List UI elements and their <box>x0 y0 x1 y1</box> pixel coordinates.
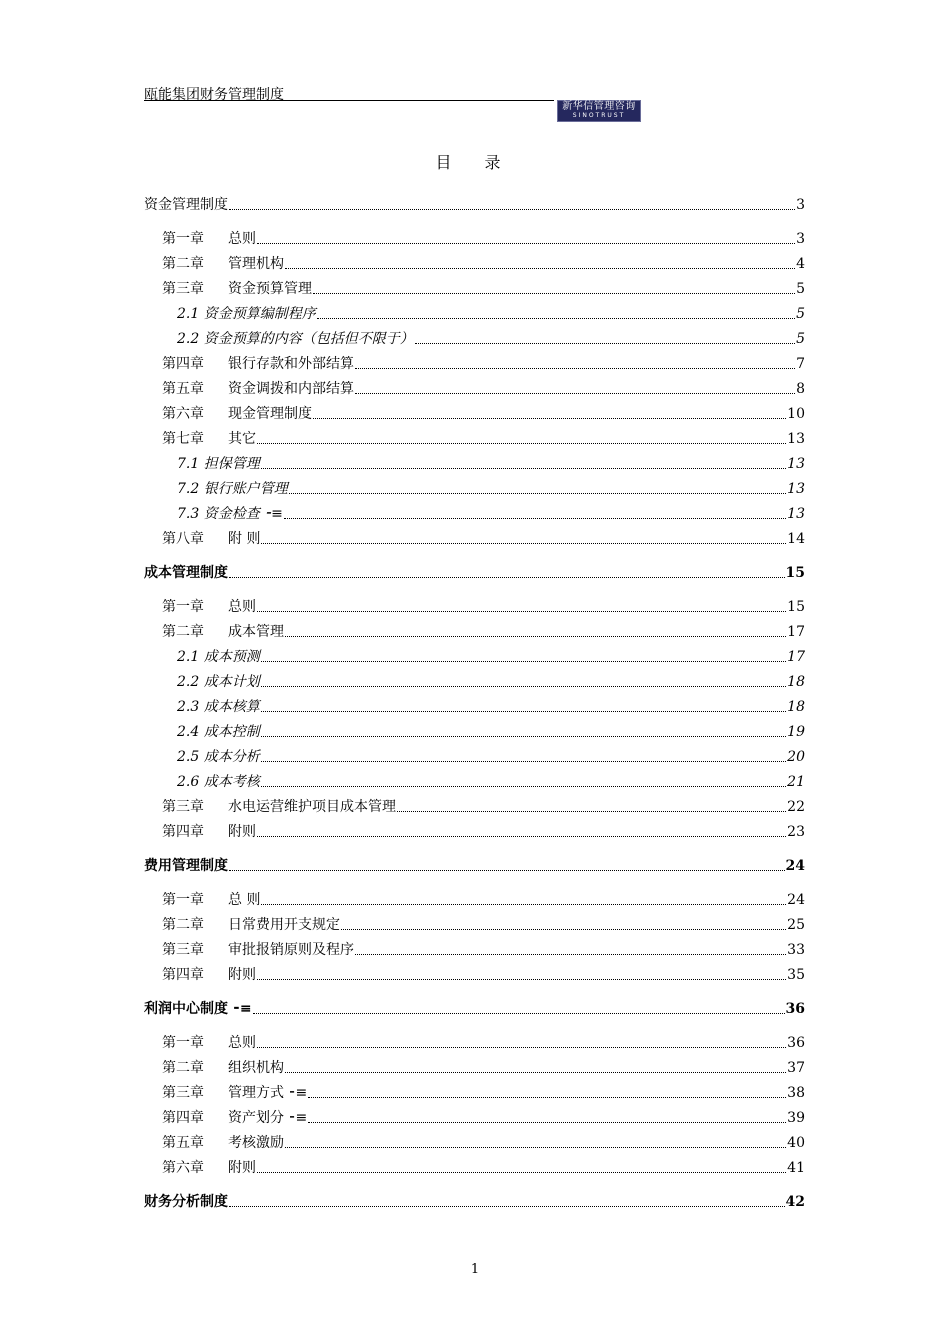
toc-entry-text: 资金预算管理 <box>228 281 312 297</box>
dot-leader <box>229 1206 785 1207</box>
toc-page-number: 21 <box>787 774 805 790</box>
toc-entry-text: 财务分析制度 <box>144 1194 228 1210</box>
toc-page-number: 37 <box>787 1060 805 1076</box>
toc-entry[interactable] <box>177 646 805 666</box>
dot-leader <box>261 736 786 737</box>
dot-leader <box>253 1013 785 1014</box>
dot-leader <box>285 1072 786 1073</box>
toc-chapter-number: 第四章 <box>162 356 204 372</box>
toc-entry-label <box>162 280 312 298</box>
toc-page-number: 15 <box>785 565 805 581</box>
toc-entry-text: 成本管理 <box>228 624 284 640</box>
toc-page-number: 17 <box>787 649 805 665</box>
toc-entry-text: 总则 <box>228 599 256 615</box>
toc-entry-text: 资产划分 ⁃≡ <box>228 1110 308 1126</box>
toc-chapter-number: 第三章 <box>162 799 204 815</box>
toc-entry-text: 管理方式 ⁃≡ <box>228 1085 308 1101</box>
dot-leader <box>415 343 795 344</box>
logo-text-cn: 新华信管理咨询 <box>562 101 636 112</box>
toc-entry[interactable] <box>144 998 805 1018</box>
toc-chapter-number: 第六章 <box>162 406 204 422</box>
toc-chapter-number: 第三章 <box>162 281 204 297</box>
toc-entry-label <box>162 598 256 616</box>
toc-chapter-number: 第一章 <box>162 231 204 247</box>
toc-entry-label <box>162 230 256 248</box>
toc-page-number: 3 <box>796 231 805 247</box>
dot-leader <box>261 543 786 544</box>
toc-entry-label <box>144 196 228 214</box>
header-rule <box>144 100 554 101</box>
toc-entry-text: 2.1 成本预测 <box>177 649 260 665</box>
toc-entry-text: 审批报销原则及程序 <box>228 942 354 958</box>
toc-chapter-number: 第七章 <box>162 431 204 447</box>
toc-entry-label <box>177 648 260 666</box>
toc-entry-text: 2.1 资金预算编制程序 <box>177 306 316 322</box>
toc-entry-text: 费用管理制度 <box>144 858 228 874</box>
toc-page-number: 5 <box>796 306 805 322</box>
toc-chapter-number: 第一章 <box>162 1035 204 1051</box>
toc-entry-label <box>162 430 256 448</box>
dot-leader <box>317 318 795 319</box>
toc-chapter-number: 第二章 <box>162 256 204 272</box>
dot-leader <box>289 493 786 494</box>
toc-entry[interactable] <box>144 855 805 875</box>
dot-leader <box>229 577 785 578</box>
dot-leader <box>257 979 786 980</box>
toc-chapter-number: 第八章 <box>162 531 204 547</box>
toc-chapter-number: 第五章 <box>162 381 204 397</box>
toc-entry[interactable] <box>177 696 805 716</box>
toc-chapter-number: 第一章 <box>162 599 204 615</box>
toc-entry-text: 水电运营维护项目成本管理 <box>228 799 396 815</box>
toc-page-number: 33 <box>787 942 805 958</box>
toc-entry[interactable] <box>162 403 805 423</box>
toc-page-number: 7 <box>796 356 805 372</box>
toc-entry-text: 2.4 成本控制 <box>177 724 260 740</box>
dot-leader <box>261 904 786 905</box>
toc-chapter-number: 第二章 <box>162 1060 204 1076</box>
toc-page-number: 23 <box>787 824 805 840</box>
toc-entry-label <box>162 355 354 373</box>
toc-entry-text: 银行存款和外部结算 <box>228 356 354 372</box>
dot-leader <box>341 929 786 930</box>
dot-leader <box>257 243 795 244</box>
toc-entry[interactable] <box>177 453 805 473</box>
dot-leader <box>355 954 786 955</box>
dot-leader <box>257 836 786 837</box>
toc-chapter-number: 第三章 <box>162 1085 204 1101</box>
dot-leader <box>285 1147 786 1148</box>
toc-entry[interactable] <box>162 1157 805 1177</box>
toc-entry-label <box>177 455 260 473</box>
toc-entry-text: 7.3 资金检查 ⁃≡ <box>177 506 283 522</box>
toc-entry-text: 资金调拨和内部结算 <box>228 381 354 397</box>
toc-entry[interactable] <box>177 671 805 691</box>
toc-entry-text: 现金管理制度 <box>228 406 312 422</box>
toc-entry[interactable] <box>162 228 805 248</box>
toc-entry[interactable] <box>162 889 805 909</box>
toc-chapter-number: 第一章 <box>162 892 204 908</box>
toc-entry[interactable] <box>177 478 805 498</box>
toc-entry[interactable] <box>162 1132 805 1152</box>
toc-page-number: 38 <box>787 1085 805 1101</box>
toc-entry[interactable] <box>162 378 805 398</box>
toc-entry-text: 考核激励 <box>228 1135 284 1151</box>
toc-entry[interactable] <box>177 746 805 766</box>
toc-entry[interactable] <box>177 721 805 741</box>
toc-entry-text: 2.2 成本计划 <box>177 674 260 690</box>
toc-page-number: 19 <box>787 724 805 740</box>
dot-leader <box>257 443 786 444</box>
toc-chapter-number: 第二章 <box>162 624 204 640</box>
toc-entry-label <box>162 1084 307 1102</box>
toc-entry-label <box>162 405 312 423</box>
toc-entry[interactable] <box>162 1082 805 1102</box>
toc-entry[interactable] <box>162 821 805 841</box>
dot-leader <box>229 209 795 210</box>
toc-entry-label <box>177 723 260 741</box>
dot-leader <box>261 761 786 762</box>
toc-page-number: 13 <box>787 506 805 522</box>
dot-leader <box>355 393 795 394</box>
toc-entry-label <box>162 966 256 984</box>
dot-leader <box>397 811 786 812</box>
toc-entry[interactable] <box>162 796 805 816</box>
dot-leader <box>257 611 786 612</box>
toc-entry-text: 总 则 <box>228 892 261 908</box>
toc-chapter-number: 第二章 <box>162 917 204 933</box>
toc-page-number: 36 <box>787 1035 805 1051</box>
dot-leader <box>284 518 786 519</box>
toc-page-number: 3 <box>796 197 805 213</box>
toc-entry[interactable] <box>177 328 805 348</box>
toc-entry-label <box>177 773 260 791</box>
toc-entry-label <box>162 798 396 816</box>
toc-entry-label <box>162 623 284 641</box>
toc-entry-text: 附 则 <box>228 531 261 547</box>
toc-entry-text: 日常费用开支规定 <box>228 917 340 933</box>
toc-entry-label <box>177 330 414 348</box>
toc-entry[interactable] <box>162 964 805 984</box>
toc-entry-label <box>177 480 288 498</box>
dot-leader <box>257 1047 786 1048</box>
toc-chapter-number: 第五章 <box>162 1135 204 1151</box>
toc-entry[interactable] <box>162 1032 805 1052</box>
toc-entry-label <box>162 891 260 909</box>
toc-page-number: 41 <box>787 1160 805 1176</box>
toc-entry-text: 2.2 资金预算的内容（包括但不限于） <box>177 331 414 347</box>
toc-entry-text: 2.6 成本考核 <box>177 774 260 790</box>
footer-page-number: 1 <box>470 1262 480 1277</box>
toc-entry-text: 附则 <box>228 1160 256 1176</box>
dot-leader <box>261 786 786 787</box>
toc-page-number: 13 <box>787 456 805 472</box>
toc-entry-label <box>177 505 283 523</box>
toc-entry-text: 7.1 担保管理 <box>177 456 260 472</box>
toc-entry-text: 组织机构 <box>228 1060 284 1076</box>
toc-entry-label <box>162 1059 284 1077</box>
toc-entry-label <box>162 1159 256 1177</box>
toc-entry[interactable] <box>162 939 805 959</box>
toc-entry-text: 利润中心制度 ⁃≡ <box>144 1001 252 1017</box>
toc-entry-label <box>162 1134 284 1152</box>
toc-page-number: 8 <box>796 381 805 397</box>
toc-entry-text: 资金管理制度 <box>144 197 228 213</box>
toc-entry-text: 成本管理制度 <box>144 565 228 581</box>
toc-entry-label <box>177 673 260 691</box>
toc-entry-label <box>177 698 260 716</box>
toc-chapter-number: 第四章 <box>162 824 204 840</box>
toc-chapter-number: 第四章 <box>162 967 204 983</box>
toc-entry-text: 管理机构 <box>228 256 284 272</box>
toc-entry-label <box>177 748 260 766</box>
toc-page-number: 24 <box>785 858 805 874</box>
toc-page-number: 14 <box>787 531 805 547</box>
toc-entry-label <box>162 380 354 398</box>
toc-entry[interactable] <box>144 1191 805 1211</box>
toc-page-number: 42 <box>785 1194 805 1210</box>
toc-entry[interactable] <box>162 1057 805 1077</box>
toc-entry[interactable] <box>177 503 805 523</box>
toc-entry[interactable] <box>162 428 805 448</box>
toc-page-number: 13 <box>787 431 805 447</box>
toc-entry-label <box>162 941 354 959</box>
dot-leader <box>285 268 795 269</box>
toc-entry[interactable] <box>162 596 805 616</box>
toc-chapter-number: 第六章 <box>162 1160 204 1176</box>
page-header-title: 瓯能集团财务管理制度 <box>144 87 284 103</box>
dot-leader <box>313 418 786 419</box>
dot-leader <box>313 293 795 294</box>
toc-page-number: 22 <box>787 799 805 815</box>
dot-leader <box>261 661 786 662</box>
toc-entry-label <box>162 255 284 273</box>
toc-entry[interactable] <box>177 303 805 323</box>
toc-entry-label <box>144 857 228 875</box>
toc-entry-text: 总则 <box>228 1035 256 1051</box>
toc-entry[interactable] <box>144 194 805 214</box>
dot-leader <box>261 686 786 687</box>
toc-page-number: 40 <box>787 1135 805 1151</box>
toc-entry-label <box>177 305 316 323</box>
toc-title: 目 录 <box>435 153 515 172</box>
toc-entry[interactable] <box>162 914 805 934</box>
toc-entry[interactable] <box>162 253 805 273</box>
toc-entry[interactable] <box>144 562 805 582</box>
toc-page-number: 36 <box>785 1001 805 1017</box>
toc-page-number: 25 <box>787 917 805 933</box>
toc-page-number: 5 <box>796 281 805 297</box>
toc-entry[interactable] <box>162 1107 805 1127</box>
toc-page-number: 13 <box>787 481 805 497</box>
toc-entry-text: 附则 <box>228 824 256 840</box>
toc-page-number: 35 <box>787 967 805 983</box>
toc-entry-label <box>162 1034 256 1052</box>
toc-entry-text: 2.5 成本分析 <box>177 749 260 765</box>
toc-entry-text: 附则 <box>228 967 256 983</box>
dot-leader <box>261 711 786 712</box>
logo-text-en: SINOTRUST <box>572 112 626 119</box>
toc-page-number: 18 <box>787 674 805 690</box>
toc-entry[interactable] <box>162 528 805 548</box>
toc-entry-label <box>162 823 256 841</box>
toc-page-number: 17 <box>787 624 805 640</box>
toc-page-number: 10 <box>787 406 805 422</box>
dot-leader <box>229 870 785 871</box>
toc-entry[interactable] <box>162 621 805 641</box>
toc-entry-text: 2.3 成本核算 <box>177 699 260 715</box>
dot-leader <box>308 1097 786 1098</box>
toc-entry-text: 总则 <box>228 231 256 247</box>
toc-page-number: 4 <box>796 256 805 272</box>
sinotrust-logo <box>557 100 641 122</box>
toc-entry-label <box>144 1193 228 1211</box>
toc-chapter-number: 第四章 <box>162 1110 204 1126</box>
toc-entry-label <box>144 564 228 582</box>
toc-entry-text: 其它 <box>228 431 256 447</box>
toc-entry-label <box>144 1000 252 1018</box>
toc-entry[interactable] <box>162 353 805 373</box>
toc-entry[interactable] <box>162 278 805 298</box>
toc-page-number: 39 <box>787 1110 805 1126</box>
toc-entry-label <box>162 1109 307 1127</box>
dot-leader <box>308 1122 786 1123</box>
dot-leader <box>261 468 786 469</box>
toc-page-number: 5 <box>796 331 805 347</box>
toc-entry-label <box>162 530 260 548</box>
toc-page-number: 24 <box>787 892 805 908</box>
dot-leader <box>355 368 795 369</box>
toc-chapter-number: 第三章 <box>162 942 204 958</box>
toc-page-number: 15 <box>787 599 805 615</box>
dot-leader <box>285 636 786 637</box>
toc-page-number: 20 <box>787 749 805 765</box>
toc-entry-text: 7.2 银行账户管理 <box>177 481 288 497</box>
toc-page-number: 18 <box>787 699 805 715</box>
toc-entry-label <box>162 916 340 934</box>
dot-leader <box>257 1172 786 1173</box>
toc-entry[interactable] <box>177 771 805 791</box>
